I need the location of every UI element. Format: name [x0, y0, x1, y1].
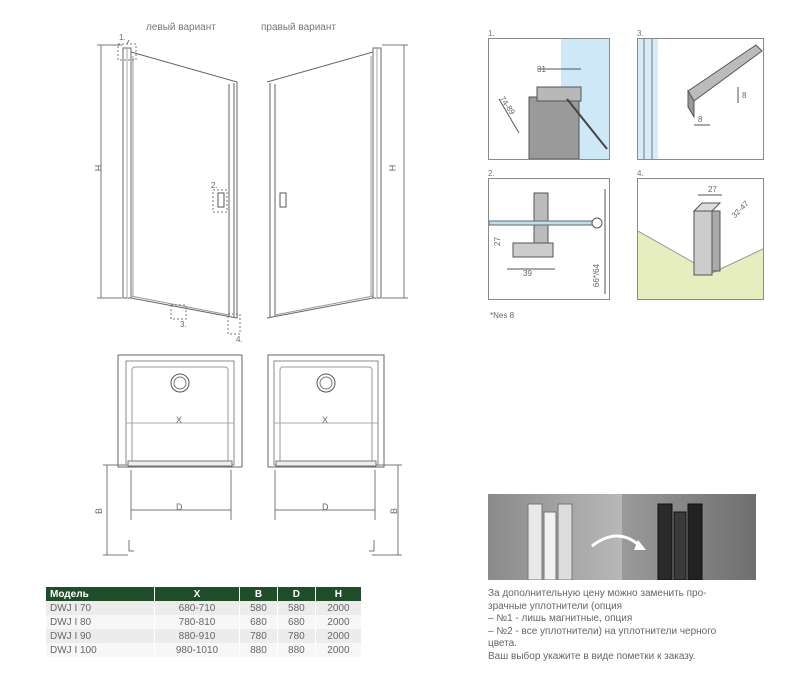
- callout-3: 3.: [180, 320, 187, 329]
- col-header-x: X: [155, 587, 240, 601]
- left-variant-label: левый вариант: [146, 22, 216, 33]
- cell-d: 780: [277, 629, 315, 643]
- detail-panel-4: [637, 178, 764, 300]
- height-label-right: H: [387, 164, 398, 172]
- detail-panel-3: [637, 38, 764, 160]
- right-variant-label: правый вариант: [261, 22, 336, 33]
- detail-2-dim-b: 39: [523, 269, 532, 278]
- footnote: *Nes 8: [490, 311, 515, 320]
- b-label-right: B: [389, 507, 400, 515]
- cell-x: 680-710: [155, 601, 240, 615]
- cell-b: 780: [240, 629, 278, 643]
- cell-d: 680: [277, 615, 315, 629]
- seal-comparison-photo: [488, 494, 756, 580]
- detail-panel-2: [488, 178, 610, 300]
- table-row: [46, 643, 362, 657]
- detail-1-dim-b: 74-89: [497, 94, 517, 117]
- col-header-h: H: [315, 587, 361, 601]
- cell-h: 2000: [315, 629, 361, 643]
- x-label-left: X: [176, 415, 183, 425]
- cell-model: DWJ I 80: [46, 615, 155, 629]
- x-label-right: X: [322, 415, 329, 425]
- cell-b: 580: [240, 601, 278, 615]
- detail-3-number: 3.: [637, 29, 644, 38]
- note-line: Ваш выбор укажите в виде пометки к заказу.: [488, 650, 696, 662]
- note-line: – №1 - лишь магнитные, опция: [488, 613, 633, 624]
- cell-x: 980-1010: [155, 643, 240, 657]
- d-label-left: D: [176, 502, 183, 512]
- detail-2-number: 2.: [488, 169, 495, 178]
- seal-option-note: [488, 588, 778, 663]
- cell-model: DWJ I 100: [46, 643, 155, 657]
- detail-2-dim-c: 66*/64: [592, 263, 602, 288]
- cell-x: 780-810: [155, 615, 240, 629]
- front-view-drawing: [0, 0, 440, 345]
- cell-h: 2000: [315, 601, 361, 615]
- table-row: [46, 615, 362, 629]
- detail-4-number: 4.: [637, 169, 644, 178]
- spec-table: [46, 587, 362, 657]
- height-label-left: H: [93, 164, 104, 172]
- cell-b: 680: [240, 615, 278, 629]
- cell-h: 2000: [315, 615, 361, 629]
- cell-d: 580: [277, 601, 315, 615]
- detail-panel-1: [488, 38, 610, 160]
- detail-4-dim-a: 27: [708, 185, 717, 194]
- note-line: зрачные уплотнители (опция: [488, 600, 623, 612]
- detail-1-number: 1.: [488, 29, 495, 38]
- cell-model: DWJ I 90: [46, 629, 155, 643]
- note-line: цвета.: [488, 638, 517, 649]
- detail-2-dim-a: 27: [492, 237, 502, 246]
- plan-view-drawing: [0, 345, 440, 565]
- note-line: – №2 - все уплотнители) на уплотнители черного: [488, 625, 717, 637]
- detail-3-dim-a: 8: [698, 115, 703, 124]
- cell-model: DWJ I 70: [46, 601, 155, 615]
- detail-1-dim-a: 31: [537, 65, 546, 74]
- col-header-b: B: [240, 587, 278, 601]
- table-row: [46, 629, 362, 643]
- col-header-d: D: [277, 587, 315, 601]
- callout-1: 1.: [119, 33, 126, 42]
- cell-x: 880-910: [155, 629, 240, 643]
- cell-d: 880: [277, 643, 315, 657]
- col-header-model: Модель: [46, 587, 155, 601]
- cell-h: 2000: [315, 643, 361, 657]
- detail-4-dim-b: 32-47: [729, 199, 751, 220]
- table-row: [46, 601, 362, 615]
- callout-2: 2.: [211, 181, 218, 190]
- table-header-row: [46, 587, 362, 601]
- cell-b: 880: [240, 643, 278, 657]
- detail-3-dim-b: 8: [742, 91, 747, 100]
- b-label-left: B: [94, 507, 105, 515]
- note-line: За дополнительную цену можно заменить про-: [488, 588, 707, 599]
- callout-4: 4.: [236, 335, 243, 344]
- d-label-right: D: [322, 502, 329, 512]
